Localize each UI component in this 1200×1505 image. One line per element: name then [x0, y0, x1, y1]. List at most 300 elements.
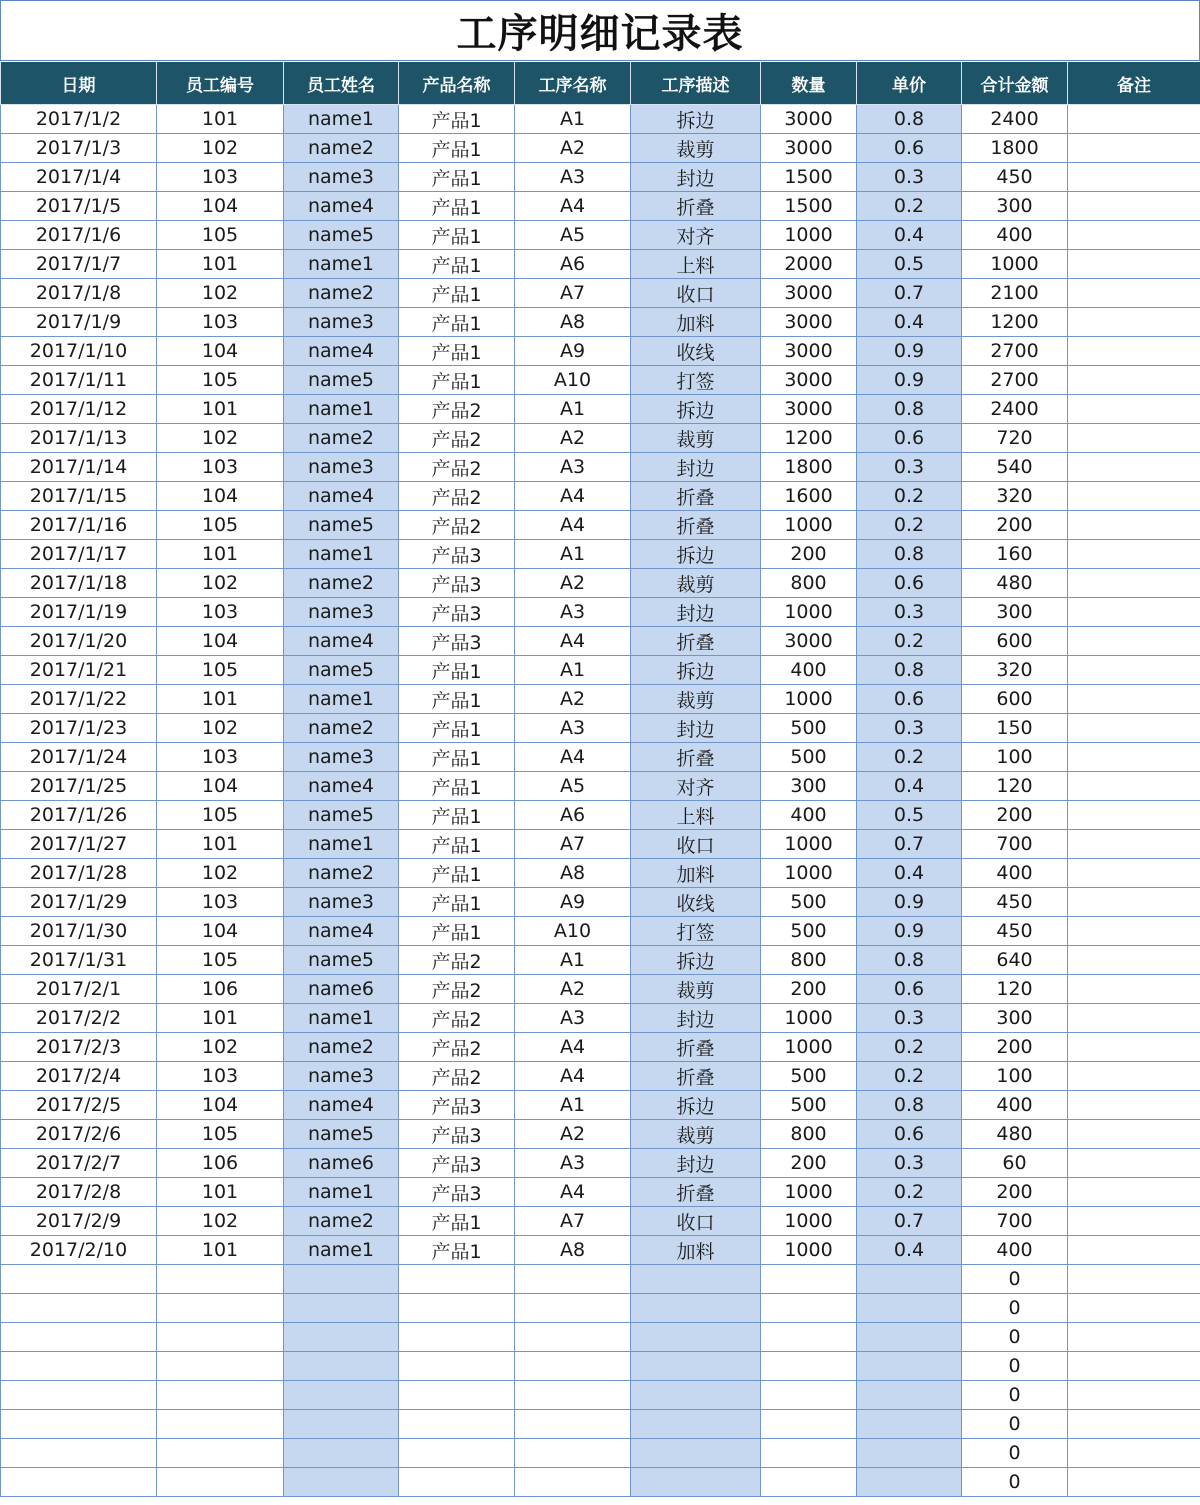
- cell-process-name[interactable]: A2: [515, 569, 631, 598]
- cell-date[interactable]: 2017/1/17: [1, 540, 157, 569]
- cell-process-description[interactable]: [631, 1468, 761, 1497]
- cell-remarks[interactable]: [1068, 1468, 1200, 1497]
- cell-date[interactable]: 2017/1/26: [1, 801, 157, 830]
- cell-remarks[interactable]: [1068, 279, 1200, 308]
- cell-employee-name[interactable]: name2: [284, 279, 399, 308]
- cell-date[interactable]: 2017/1/21: [1, 656, 157, 685]
- cell-remarks[interactable]: [1068, 830, 1200, 859]
- cell-employee-name[interactable]: name2: [284, 134, 399, 163]
- cell-unit-price[interactable]: 0.9: [857, 888, 962, 917]
- cell-employee-name[interactable]: name1: [284, 1236, 399, 1265]
- cell-unit-price[interactable]: 0.4: [857, 1236, 962, 1265]
- cell-date[interactable]: [1, 1265, 157, 1294]
- cell-total-amount[interactable]: 450: [962, 917, 1068, 946]
- cell-product-name[interactable]: 产品1: [399, 830, 515, 859]
- cell-unit-price[interactable]: 0.6: [857, 1120, 962, 1149]
- cell-date[interactable]: 2017/1/27: [1, 830, 157, 859]
- cell-product-name[interactable]: 产品1: [399, 917, 515, 946]
- cell-quantity[interactable]: [761, 1410, 857, 1439]
- cell-employee-name[interactable]: name2: [284, 859, 399, 888]
- cell-process-name[interactable]: A1: [515, 540, 631, 569]
- cell-employee-name[interactable]: [284, 1294, 399, 1323]
- cell-unit-price[interactable]: [857, 1323, 962, 1352]
- cell-employee-id[interactable]: 104: [157, 337, 284, 366]
- cell-employee-name[interactable]: name5: [284, 1120, 399, 1149]
- cell-date[interactable]: 2017/1/22: [1, 685, 157, 714]
- column-header-employee-name[interactable]: 员工姓名: [284, 62, 399, 105]
- cell-employee-name[interactable]: [284, 1439, 399, 1468]
- cell-unit-price[interactable]: 0.6: [857, 569, 962, 598]
- cell-remarks[interactable]: [1068, 627, 1200, 656]
- cell-total-amount[interactable]: 0: [962, 1381, 1068, 1410]
- cell-remarks[interactable]: [1068, 569, 1200, 598]
- cell-remarks[interactable]: [1068, 859, 1200, 888]
- cell-quantity[interactable]: 200: [761, 975, 857, 1004]
- cell-product-name[interactable]: 产品3: [399, 1091, 515, 1120]
- cell-employee-name[interactable]: name1: [284, 105, 399, 134]
- cell-date[interactable]: 2017/1/13: [1, 424, 157, 453]
- cell-product-name[interactable]: 产品3: [399, 1149, 515, 1178]
- cell-total-amount[interactable]: 480: [962, 569, 1068, 598]
- cell-process-description[interactable]: 裁剪: [631, 685, 761, 714]
- cell-product-name[interactable]: [399, 1410, 515, 1439]
- cell-employee-name[interactable]: name1: [284, 685, 399, 714]
- cell-employee-id[interactable]: [157, 1294, 284, 1323]
- cell-remarks[interactable]: [1068, 105, 1200, 134]
- cell-date[interactable]: 2017/1/8: [1, 279, 157, 308]
- cell-quantity[interactable]: 3000: [761, 627, 857, 656]
- cell-date[interactable]: 2017/2/9: [1, 1207, 157, 1236]
- cell-date[interactable]: 2017/2/5: [1, 1091, 157, 1120]
- sheet-title[interactable]: 工序明细记录表: [0, 0, 1200, 61]
- cell-product-name[interactable]: [399, 1294, 515, 1323]
- cell-unit-price[interactable]: 0.2: [857, 1062, 962, 1091]
- cell-date[interactable]: 2017/1/3: [1, 134, 157, 163]
- cell-remarks[interactable]: [1068, 1207, 1200, 1236]
- cell-employee-id[interactable]: 102: [157, 134, 284, 163]
- cell-unit-price[interactable]: 0.3: [857, 453, 962, 482]
- cell-process-name[interactable]: [515, 1352, 631, 1381]
- cell-process-description[interactable]: 收口: [631, 279, 761, 308]
- cell-remarks[interactable]: [1068, 1294, 1200, 1323]
- cell-date[interactable]: 2017/2/4: [1, 1062, 157, 1091]
- cell-total-amount[interactable]: 2700: [962, 366, 1068, 395]
- cell-remarks[interactable]: [1068, 946, 1200, 975]
- cell-process-name[interactable]: A4: [515, 1062, 631, 1091]
- cell-process-description[interactable]: [631, 1352, 761, 1381]
- cell-remarks[interactable]: [1068, 1236, 1200, 1265]
- cell-date[interactable]: [1, 1323, 157, 1352]
- cell-quantity[interactable]: 1000: [761, 511, 857, 540]
- cell-date[interactable]: [1, 1439, 157, 1468]
- cell-product-name[interactable]: 产品1: [399, 859, 515, 888]
- cell-employee-id[interactable]: 105: [157, 366, 284, 395]
- cell-employee-id[interactable]: [157, 1410, 284, 1439]
- cell-employee-name[interactable]: name5: [284, 221, 399, 250]
- column-header-process-description[interactable]: 工序描述: [631, 62, 761, 105]
- cell-quantity[interactable]: 200: [761, 1149, 857, 1178]
- cell-process-description[interactable]: 折叠: [631, 743, 761, 772]
- cell-process-description[interactable]: 裁剪: [631, 424, 761, 453]
- cell-unit-price[interactable]: 0.9: [857, 917, 962, 946]
- cell-date[interactable]: [1, 1468, 157, 1497]
- cell-product-name[interactable]: 产品2: [399, 482, 515, 511]
- cell-process-name[interactable]: [515, 1439, 631, 1468]
- cell-process-name[interactable]: A7: [515, 279, 631, 308]
- cell-product-name[interactable]: 产品2: [399, 1062, 515, 1091]
- cell-unit-price[interactable]: 0.5: [857, 801, 962, 830]
- cell-process-name[interactable]: A8: [515, 308, 631, 337]
- cell-unit-price[interactable]: 0.2: [857, 1178, 962, 1207]
- cell-quantity[interactable]: 300: [761, 772, 857, 801]
- cell-employee-name[interactable]: name3: [284, 163, 399, 192]
- cell-process-description[interactable]: 拆边: [631, 540, 761, 569]
- cell-total-amount[interactable]: 480: [962, 1120, 1068, 1149]
- cell-employee-id[interactable]: 102: [157, 424, 284, 453]
- cell-employee-id[interactable]: 102: [157, 859, 284, 888]
- cell-quantity[interactable]: [761, 1468, 857, 1497]
- cell-employee-id[interactable]: 101: [157, 540, 284, 569]
- cell-remarks[interactable]: [1068, 1439, 1200, 1468]
- cell-employee-name[interactable]: name4: [284, 627, 399, 656]
- cell-date[interactable]: 2017/1/10: [1, 337, 157, 366]
- cell-product-name[interactable]: 产品1: [399, 105, 515, 134]
- cell-quantity[interactable]: 3000: [761, 366, 857, 395]
- cell-unit-price[interactable]: 0.9: [857, 366, 962, 395]
- cell-date[interactable]: 2017/1/4: [1, 163, 157, 192]
- cell-date[interactable]: [1, 1352, 157, 1381]
- cell-employee-id[interactable]: 103: [157, 1062, 284, 1091]
- cell-product-name[interactable]: [399, 1468, 515, 1497]
- cell-total-amount[interactable]: 200: [962, 1033, 1068, 1062]
- cell-unit-price[interactable]: [857, 1381, 962, 1410]
- cell-total-amount[interactable]: 120: [962, 772, 1068, 801]
- cell-employee-name[interactable]: name1: [284, 395, 399, 424]
- cell-date[interactable]: 2017/1/2: [1, 105, 157, 134]
- cell-process-description[interactable]: [631, 1439, 761, 1468]
- cell-quantity[interactable]: [761, 1294, 857, 1323]
- cell-process-description[interactable]: 收口: [631, 1207, 761, 1236]
- cell-unit-price[interactable]: 0.3: [857, 714, 962, 743]
- cell-quantity[interactable]: 1500: [761, 163, 857, 192]
- cell-employee-id[interactable]: 103: [157, 598, 284, 627]
- cell-employee-name[interactable]: name5: [284, 801, 399, 830]
- cell-product-name[interactable]: 产品1: [399, 279, 515, 308]
- cell-quantity[interactable]: 1600: [761, 482, 857, 511]
- cell-employee-id[interactable]: 103: [157, 308, 284, 337]
- cell-remarks[interactable]: [1068, 1004, 1200, 1033]
- cell-process-description[interactable]: 拆边: [631, 105, 761, 134]
- cell-employee-id[interactable]: [157, 1352, 284, 1381]
- cell-date[interactable]: 2017/2/7: [1, 1149, 157, 1178]
- cell-process-name[interactable]: A6: [515, 801, 631, 830]
- cell-remarks[interactable]: [1068, 1178, 1200, 1207]
- cell-quantity[interactable]: 1000: [761, 1207, 857, 1236]
- cell-process-name[interactable]: A2: [515, 685, 631, 714]
- cell-process-description[interactable]: [631, 1294, 761, 1323]
- cell-process-name[interactable]: A9: [515, 888, 631, 917]
- cell-process-description[interactable]: 收线: [631, 337, 761, 366]
- cell-process-name[interactable]: A1: [515, 946, 631, 975]
- cell-quantity[interactable]: 800: [761, 1120, 857, 1149]
- cell-remarks[interactable]: [1068, 1381, 1200, 1410]
- cell-process-description[interactable]: [631, 1381, 761, 1410]
- cell-total-amount[interactable]: 200: [962, 511, 1068, 540]
- cell-product-name[interactable]: 产品1: [399, 656, 515, 685]
- cell-date[interactable]: 2017/1/31: [1, 946, 157, 975]
- cell-quantity[interactable]: 3000: [761, 395, 857, 424]
- cell-process-name[interactable]: A2: [515, 1120, 631, 1149]
- cell-employee-name[interactable]: [284, 1410, 399, 1439]
- cell-date[interactable]: 2017/1/25: [1, 772, 157, 801]
- cell-process-name[interactable]: A9: [515, 337, 631, 366]
- column-header-product-name[interactable]: 产品名称: [399, 62, 515, 105]
- cell-process-description[interactable]: 拆边: [631, 1091, 761, 1120]
- cell-product-name[interactable]: 产品3: [399, 569, 515, 598]
- cell-unit-price[interactable]: [857, 1468, 962, 1497]
- cell-total-amount[interactable]: 300: [962, 192, 1068, 221]
- cell-employee-id[interactable]: 102: [157, 714, 284, 743]
- cell-remarks[interactable]: [1068, 453, 1200, 482]
- cell-employee-name[interactable]: name2: [284, 569, 399, 598]
- cell-process-description[interactable]: 打签: [631, 917, 761, 946]
- cell-process-description[interactable]: 折叠: [631, 1033, 761, 1062]
- cell-process-name[interactable]: A1: [515, 105, 631, 134]
- cell-process-description[interactable]: 裁剪: [631, 569, 761, 598]
- cell-product-name[interactable]: [399, 1352, 515, 1381]
- cell-total-amount[interactable]: 0: [962, 1323, 1068, 1352]
- column-header-remarks[interactable]: 备注: [1068, 62, 1200, 105]
- cell-unit-price[interactable]: [857, 1265, 962, 1294]
- cell-process-name[interactable]: A10: [515, 366, 631, 395]
- cell-total-amount[interactable]: 0: [962, 1294, 1068, 1323]
- cell-process-description[interactable]: [631, 1265, 761, 1294]
- cell-total-amount[interactable]: 0: [962, 1352, 1068, 1381]
- cell-employee-id[interactable]: 101: [157, 1178, 284, 1207]
- cell-date[interactable]: 2017/1/14: [1, 453, 157, 482]
- cell-product-name[interactable]: 产品1: [399, 801, 515, 830]
- cell-remarks[interactable]: [1068, 366, 1200, 395]
- cell-total-amount[interactable]: 0: [962, 1468, 1068, 1497]
- cell-employee-id[interactable]: 105: [157, 511, 284, 540]
- cell-total-amount[interactable]: 400: [962, 859, 1068, 888]
- cell-process-name[interactable]: A2: [515, 424, 631, 453]
- cell-remarks[interactable]: [1068, 743, 1200, 772]
- cell-date[interactable]: [1, 1381, 157, 1410]
- cell-total-amount[interactable]: 160: [962, 540, 1068, 569]
- cell-unit-price[interactable]: 0.4: [857, 308, 962, 337]
- cell-employee-name[interactable]: [284, 1381, 399, 1410]
- cell-employee-name[interactable]: name1: [284, 540, 399, 569]
- cell-employee-name[interactable]: name3: [284, 1062, 399, 1091]
- cell-total-amount[interactable]: 400: [962, 1236, 1068, 1265]
- cell-process-description[interactable]: 加料: [631, 1236, 761, 1265]
- cell-remarks[interactable]: [1068, 1352, 1200, 1381]
- cell-product-name[interactable]: 产品1: [399, 250, 515, 279]
- cell-process-name[interactable]: A1: [515, 395, 631, 424]
- cell-process-description[interactable]: 封边: [631, 714, 761, 743]
- cell-quantity[interactable]: 1500: [761, 192, 857, 221]
- cell-process-description[interactable]: 拆边: [631, 946, 761, 975]
- cell-unit-price[interactable]: 0.4: [857, 221, 962, 250]
- cell-process-name[interactable]: A5: [515, 772, 631, 801]
- cell-product-name[interactable]: 产品2: [399, 1004, 515, 1033]
- cell-process-name[interactable]: A3: [515, 598, 631, 627]
- cell-process-name[interactable]: A3: [515, 1004, 631, 1033]
- column-header-unit-price[interactable]: 单价: [857, 62, 962, 105]
- cell-quantity[interactable]: 2000: [761, 250, 857, 279]
- cell-total-amount[interactable]: 0: [962, 1439, 1068, 1468]
- cell-quantity[interactable]: 3000: [761, 105, 857, 134]
- cell-employee-id[interactable]: 101: [157, 1004, 284, 1033]
- cell-product-name[interactable]: 产品1: [399, 1236, 515, 1265]
- cell-product-name[interactable]: 产品2: [399, 395, 515, 424]
- cell-process-description[interactable]: 上料: [631, 250, 761, 279]
- cell-quantity[interactable]: 1000: [761, 1178, 857, 1207]
- cell-unit-price[interactable]: 0.8: [857, 395, 962, 424]
- cell-process-name[interactable]: A4: [515, 482, 631, 511]
- cell-employee-id[interactable]: 103: [157, 163, 284, 192]
- cell-employee-name[interactable]: name1: [284, 250, 399, 279]
- cell-remarks[interactable]: [1068, 888, 1200, 917]
- cell-employee-id[interactable]: 106: [157, 975, 284, 1004]
- cell-employee-name[interactable]: [284, 1265, 399, 1294]
- cell-process-description[interactable]: [631, 1323, 761, 1352]
- cell-product-name[interactable]: 产品2: [399, 975, 515, 1004]
- cell-remarks[interactable]: [1068, 772, 1200, 801]
- cell-process-description[interactable]: 对齐: [631, 772, 761, 801]
- cell-total-amount[interactable]: 2100: [962, 279, 1068, 308]
- cell-quantity[interactable]: 800: [761, 946, 857, 975]
- cell-process-name[interactable]: A1: [515, 656, 631, 685]
- cell-quantity[interactable]: 500: [761, 888, 857, 917]
- cell-quantity[interactable]: 1800: [761, 453, 857, 482]
- cell-unit-price[interactable]: 0.4: [857, 772, 962, 801]
- cell-process-name[interactable]: [515, 1410, 631, 1439]
- cell-total-amount[interactable]: 600: [962, 685, 1068, 714]
- cell-total-amount[interactable]: 400: [962, 221, 1068, 250]
- cell-employee-id[interactable]: 105: [157, 221, 284, 250]
- cell-remarks[interactable]: [1068, 395, 1200, 424]
- cell-process-name[interactable]: A8: [515, 859, 631, 888]
- cell-date[interactable]: [1, 1294, 157, 1323]
- cell-remarks[interactable]: [1068, 1091, 1200, 1120]
- cell-product-name[interactable]: 产品1: [399, 366, 515, 395]
- cell-total-amount[interactable]: 100: [962, 743, 1068, 772]
- cell-process-description[interactable]: 收口: [631, 830, 761, 859]
- cell-process-name[interactable]: [515, 1323, 631, 1352]
- cell-employee-id[interactable]: 101: [157, 105, 284, 134]
- cell-employee-name[interactable]: name2: [284, 714, 399, 743]
- cell-process-description[interactable]: 折叠: [631, 511, 761, 540]
- cell-remarks[interactable]: [1068, 801, 1200, 830]
- cell-unit-price[interactable]: [857, 1439, 962, 1468]
- cell-date[interactable]: 2017/2/10: [1, 1236, 157, 1265]
- cell-unit-price[interactable]: 0.2: [857, 482, 962, 511]
- cell-employee-id[interactable]: 105: [157, 946, 284, 975]
- cell-unit-price[interactable]: 0.6: [857, 134, 962, 163]
- cell-unit-price[interactable]: 0.4: [857, 859, 962, 888]
- cell-process-name[interactable]: A5: [515, 221, 631, 250]
- cell-process-description[interactable]: 裁剪: [631, 1120, 761, 1149]
- cell-employee-name[interactable]: name5: [284, 511, 399, 540]
- cell-total-amount[interactable]: 1200: [962, 308, 1068, 337]
- cell-employee-id[interactable]: 102: [157, 569, 284, 598]
- cell-date[interactable]: 2017/1/7: [1, 250, 157, 279]
- cell-remarks[interactable]: [1068, 540, 1200, 569]
- cell-total-amount[interactable]: 120: [962, 975, 1068, 1004]
- cell-employee-name[interactable]: name4: [284, 192, 399, 221]
- cell-process-name[interactable]: A4: [515, 1033, 631, 1062]
- cell-unit-price[interactable]: 0.3: [857, 598, 962, 627]
- cell-remarks[interactable]: [1068, 134, 1200, 163]
- cell-remarks[interactable]: [1068, 337, 1200, 366]
- cell-quantity[interactable]: 3000: [761, 337, 857, 366]
- cell-unit-price[interactable]: 0.2: [857, 743, 962, 772]
- cell-process-name[interactable]: A3: [515, 714, 631, 743]
- cell-total-amount[interactable]: 0: [962, 1410, 1068, 1439]
- cell-product-name[interactable]: 产品3: [399, 1178, 515, 1207]
- cell-total-amount[interactable]: 320: [962, 656, 1068, 685]
- cell-employee-name[interactable]: name4: [284, 917, 399, 946]
- cell-process-name[interactable]: [515, 1381, 631, 1410]
- cell-date[interactable]: 2017/2/1: [1, 975, 157, 1004]
- cell-unit-price[interactable]: 0.2: [857, 627, 962, 656]
- cell-product-name[interactable]: [399, 1439, 515, 1468]
- cell-employee-name[interactable]: [284, 1323, 399, 1352]
- cell-process-description[interactable]: 对齐: [631, 221, 761, 250]
- cell-product-name[interactable]: 产品3: [399, 1120, 515, 1149]
- cell-process-description[interactable]: 拆边: [631, 395, 761, 424]
- cell-process-name[interactable]: A7: [515, 1207, 631, 1236]
- cell-remarks[interactable]: [1068, 1149, 1200, 1178]
- cell-employee-name[interactable]: name3: [284, 453, 399, 482]
- cell-process-description[interactable]: 折叠: [631, 1062, 761, 1091]
- cell-product-name[interactable]: 产品1: [399, 337, 515, 366]
- cell-employee-id[interactable]: [157, 1439, 284, 1468]
- cell-quantity[interactable]: 400: [761, 656, 857, 685]
- cell-employee-id[interactable]: 104: [157, 627, 284, 656]
- cell-employee-id[interactable]: 101: [157, 395, 284, 424]
- cell-product-name[interactable]: 产品1: [399, 192, 515, 221]
- cell-process-description[interactable]: 加料: [631, 859, 761, 888]
- cell-employee-id[interactable]: 105: [157, 801, 284, 830]
- cell-remarks[interactable]: [1068, 482, 1200, 511]
- cell-total-amount[interactable]: 600: [962, 627, 1068, 656]
- cell-employee-name[interactable]: name4: [284, 337, 399, 366]
- cell-total-amount[interactable]: 450: [962, 888, 1068, 917]
- cell-product-name[interactable]: 产品2: [399, 424, 515, 453]
- cell-remarks[interactable]: [1068, 917, 1200, 946]
- cell-unit-price[interactable]: 0.2: [857, 511, 962, 540]
- column-header-total-amount[interactable]: 合计金额: [962, 62, 1068, 105]
- cell-process-description[interactable]: 折叠: [631, 482, 761, 511]
- cell-quantity[interactable]: 3000: [761, 134, 857, 163]
- cell-product-name[interactable]: 产品1: [399, 134, 515, 163]
- cell-date[interactable]: [1, 1410, 157, 1439]
- cell-total-amount[interactable]: 450: [962, 163, 1068, 192]
- cell-unit-price[interactable]: 0.8: [857, 540, 962, 569]
- cell-unit-price[interactable]: 0.7: [857, 1207, 962, 1236]
- column-header-process-name[interactable]: 工序名称: [515, 62, 631, 105]
- cell-employee-id[interactable]: 101: [157, 830, 284, 859]
- cell-total-amount[interactable]: 720: [962, 424, 1068, 453]
- cell-process-description[interactable]: 裁剪: [631, 975, 761, 1004]
- cell-employee-id[interactable]: [157, 1381, 284, 1410]
- cell-employee-name[interactable]: name2: [284, 1033, 399, 1062]
- cell-process-name[interactable]: A4: [515, 627, 631, 656]
- cell-process-name[interactable]: A6: [515, 250, 631, 279]
